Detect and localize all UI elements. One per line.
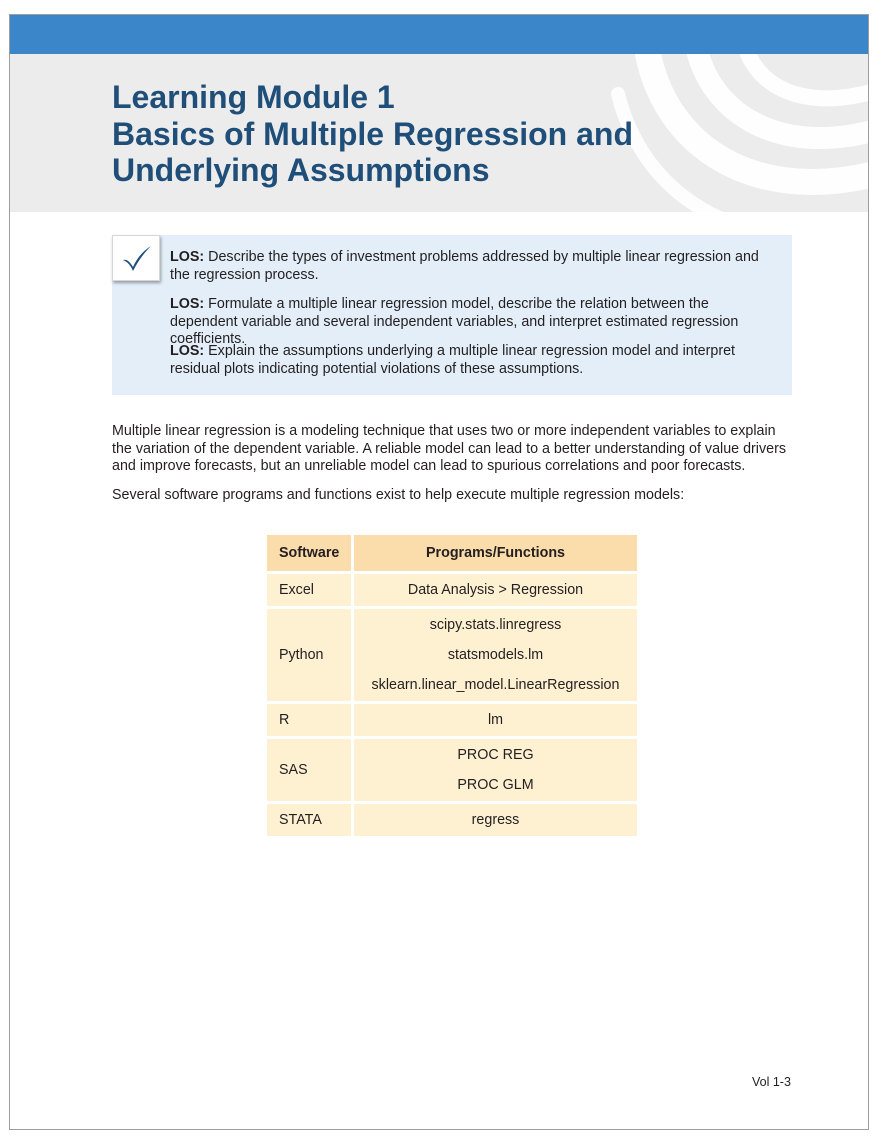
table-header-row	[267, 535, 637, 574]
los-label: LOS:	[170, 343, 205, 359]
checkmark-icon	[122, 245, 152, 273]
los-item	[170, 343, 770, 378]
software-cell: R	[267, 704, 354, 739]
top-color-bar	[10, 15, 868, 54]
table-row	[267, 574, 637, 609]
page-title	[112, 79, 633, 189]
program-name: regress	[471, 812, 520, 828]
table-row	[267, 804, 637, 839]
title-line: Basics of Multiple Regression and	[112, 115, 633, 152]
programs-cell	[354, 574, 637, 609]
software-cell: STATA	[267, 804, 354, 839]
programs-cell	[354, 704, 637, 739]
program-name: statsmodels.lm	[447, 647, 544, 663]
los-label: LOS:	[170, 249, 205, 265]
software-cell: SAS	[267, 739, 354, 804]
los-label: LOS:	[170, 296, 205, 312]
page-number: Vol 1-3	[752, 1075, 791, 1089]
software-table	[267, 535, 637, 839]
los-text: Describe the types of investment problems addressed by multiple linear regression and the regression process.	[170, 249, 759, 283]
los-text: Explain the assumptions underlying a multiple linear regression model and interpret residual plots indicating potential violations of these assumptions.	[170, 343, 736, 377]
checkmark-badge	[112, 235, 160, 281]
column-header: Software	[267, 535, 354, 574]
program-name: sklearn.linear_model.LinearRegression	[371, 677, 620, 693]
body-paragraph: Multiple linear regression is a modeling technique that uses two or more independent variables to explain the variation of the dependent variable. A reliable model can lead to a better understanding of value drivers and improve forecasts, but an unreliable model can lead to spurious correlations and poor forecasts.	[112, 423, 786, 474]
program-name: lm	[487, 712, 504, 728]
programs-cell	[354, 609, 637, 704]
table-row	[267, 609, 637, 704]
body-paragraph: Several software programs and functions exist to help execute multiple regression models:	[112, 487, 685, 503]
program-name: scipy.stats.linregress	[429, 617, 562, 633]
software-cell: Excel	[267, 574, 354, 609]
software-cell: Python	[267, 609, 354, 704]
program-name: PROC REG	[457, 747, 534, 763]
title-line: Underlying Assumptions	[112, 152, 490, 188]
programs-cell	[354, 804, 637, 839]
los-text: Formulate a multiple linear regression model, describe the relation between the dependent variable and several independent variables, and interpret estimated regression coefficients.	[170, 296, 739, 347]
program-name: PROC GLM	[457, 777, 534, 793]
table-row	[267, 739, 637, 804]
column-header: Programs/Functions	[354, 535, 637, 574]
programs-cell	[354, 739, 637, 804]
decorative-swirl	[608, 54, 868, 212]
title-line: Learning Module 1	[112, 79, 395, 115]
los-item	[170, 249, 770, 284]
table-row	[267, 704, 637, 739]
program-name: Data Analysis > Regression	[407, 582, 584, 598]
los-item	[170, 296, 770, 349]
los-box	[112, 235, 792, 395]
page	[9, 14, 869, 1130]
